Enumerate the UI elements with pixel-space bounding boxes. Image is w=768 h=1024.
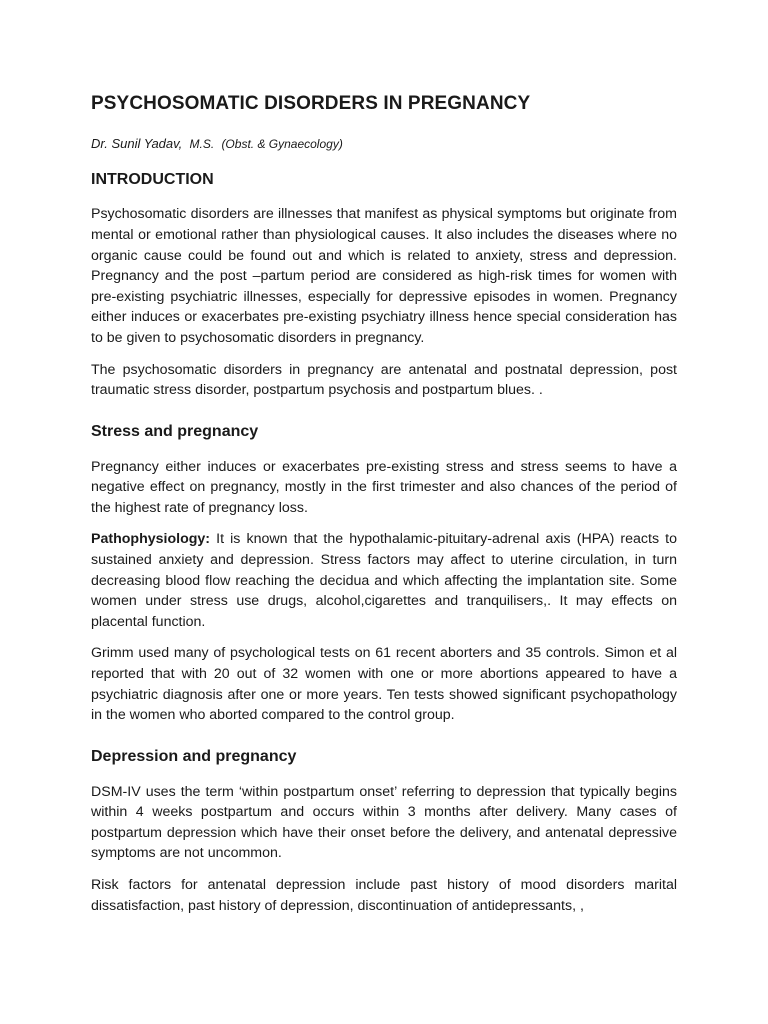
pathophysiology-text: It is known that the hypothalamic-pituitary-adrenal axis (HPA) reacts to sustained anxiety and depression. Stress factors may affect to uterine circulation, in turn decreasing blood flow reaching the decidua and which affecting the implantation site. Some women under stress use drugs, alcohol,cigarettes and tranquilisers,. It may effects on placental function. [91, 531, 677, 630]
paragraph-pathophysiology [91, 529, 677, 632]
paragraph-intro-2: The psychosomatic disorders in pregnancy are antenatal and postnatal depression, post traumatic stress disorder, postpartum psychosis and postpartum blues. . [91, 361, 677, 399]
pathophysiology-label: Pathophysiology: [91, 531, 211, 548]
paragraph-stress-1: Pregnancy either induces or exacerbates pre-existing stress and stress seems to have a negative effect on pregnancy, mostly in the first trimester and also chances of the period of the highest rate of pregnancy loss. [91, 458, 677, 516]
paragraph-depression-1: DSM-IV uses the term ‘within postpartum onset’ referring to depression that typically begins within 4 weeks postpartum and occurs within 3 months after delivery. Many cases of postpartum depression which have their onset before the delivery, and antenatal depressive symptoms are not uncommon. [91, 783, 677, 862]
paragraph-intro-1: Psychosomatic disorders are illnesses that manifest as physical symptoms but originate from mental or emotional rather than physiological causes. It also includes the diseases where no organic cause could be found out and which is related to anxiety, stress and depression. Pregnancy and the post –partum period are considered as high-risk times for women with pre-existing psychiatric illnesses, especially for depressive episodes in women. Pregnancy either induces or exacerbates pre-existing psychiatry illness hence special consideration has to be given to psychosomatic disorders in pregnancy. [91, 206, 677, 347]
document-title: PSYCHOSOMATIC DISORDERS IN PREGNANCY [91, 93, 531, 114]
heading-stress: Stress and pregnancy [91, 422, 259, 440]
author-name: Dr. Sunil Yadav, [91, 135, 183, 151]
author-line [91, 136, 677, 153]
author-degree: M.S. [189, 136, 215, 151]
author-specialty: (Obst. & Gynaecology) [221, 136, 343, 151]
heading-introduction: INTRODUCTION [91, 170, 214, 188]
paragraph-depression-2: Risk factors for antenatal depression include past history of mood disorders marital dissatisfaction, past history of depression, discontinuation of antidepressants, , [91, 876, 677, 914]
paragraph-stress-3: Grimm used many of psychological tests on 61 recent aborters and 35 controls. Simon et al reported that with 20 out of 32 women with one or more abortions appeared to have a psychiatric diagnosis after one or more years. Ten tests showed significant psychopathology in the women who aborted compared to the control group. [91, 645, 677, 724]
heading-depression: Depression and pregnancy [91, 747, 297, 765]
